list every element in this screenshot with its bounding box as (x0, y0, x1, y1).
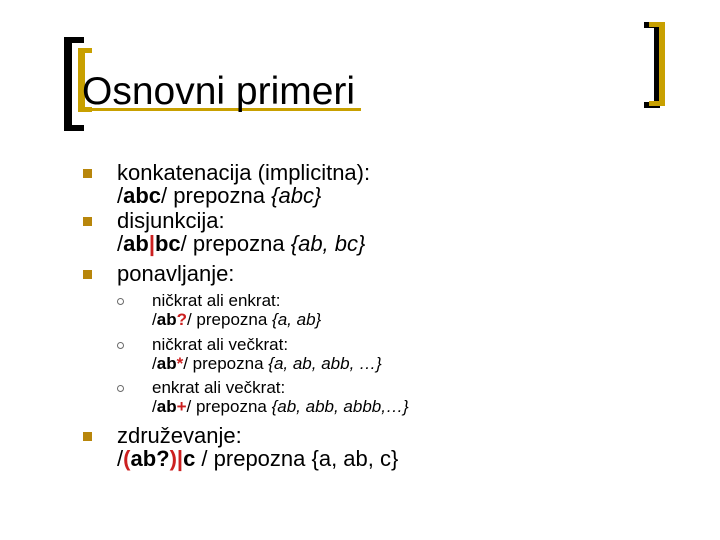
sub-bullet-example: /ab+/ prepozna {ab, abb, abbb,…} (152, 397, 409, 416)
bullet-example: /(ab?)|c / prepozna {a, ab, c} (117, 446, 399, 471)
sub-bullet-example: /ab*/ prepozna {a, ab, abb, …} (152, 354, 382, 373)
bullet-example: /abc/ prepozna {abc} (117, 183, 322, 208)
sub-bullet-head: ničkrat ali večkrat: (152, 335, 289, 354)
right-gold-bracket (649, 22, 665, 106)
slide-title: Osnovni primeri (82, 70, 356, 113)
sub-bullet-ring-icon (117, 298, 124, 305)
sub-bullet-head: ničkrat ali enkrat: (152, 291, 281, 310)
sub-bullet-ring-icon (117, 385, 124, 392)
bullet-square-icon (83, 432, 92, 441)
sub-bullet-example: /ab?/ prepozna {a, ab} (152, 310, 322, 329)
bullet-square-icon (83, 217, 92, 226)
bullet-head: ponavljanje: (117, 261, 235, 286)
sub-bullet-head: enkrat ali večkrat: (152, 378, 286, 397)
bullet-square-icon (83, 270, 92, 279)
sub-bullet-ring-icon (117, 342, 124, 349)
bullet-head: združevanje: (117, 423, 242, 448)
bullet-square-icon (83, 169, 92, 178)
bullet-head: disjunkcija: (117, 208, 225, 233)
bullet-head: konkatenacija (implicitna): (117, 160, 371, 185)
bullet-example: /ab|bc/ prepozna {ab, bc} (117, 231, 366, 256)
